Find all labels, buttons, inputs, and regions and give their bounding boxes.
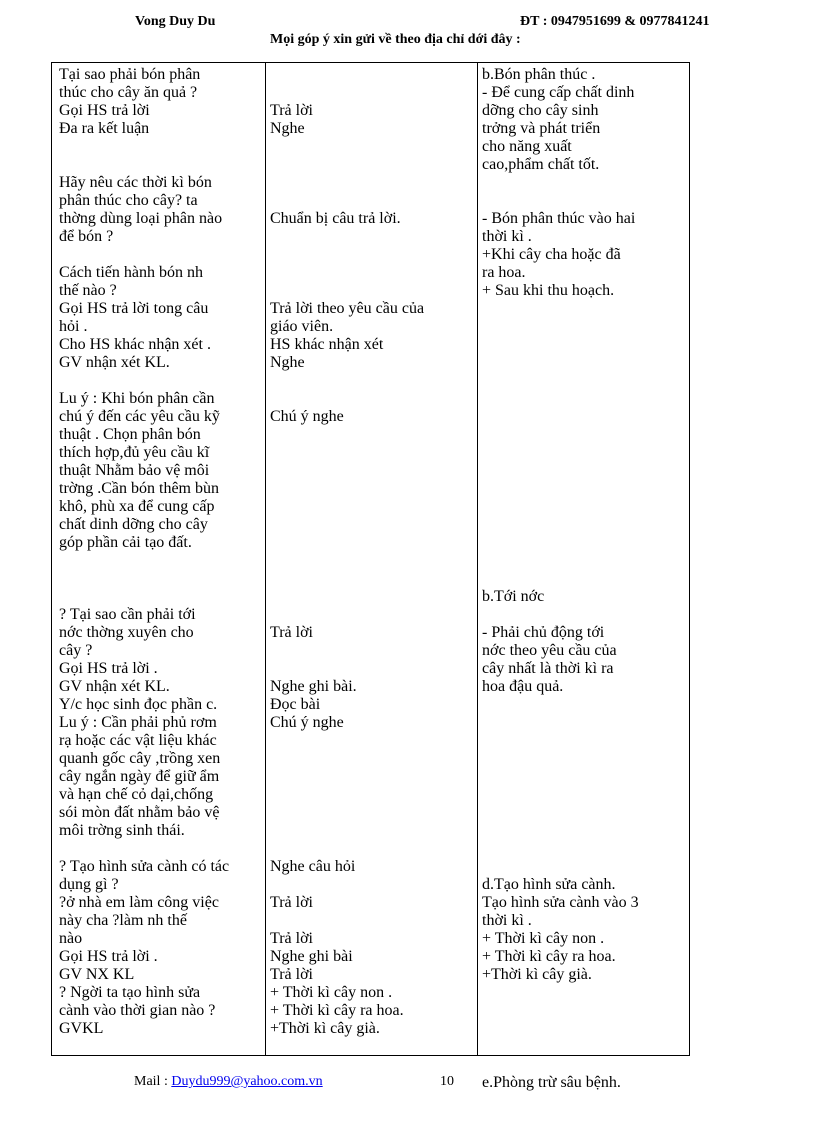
text-line: Y/c học sinh đọc phần c. (59, 696, 218, 713)
page-number: 10 (440, 1074, 454, 1089)
text-line (59, 156, 263, 174)
text-line (270, 876, 475, 894)
text-line (270, 768, 475, 786)
text-line: Lu ý : Cần phải phủ rơm (59, 714, 217, 731)
text-line (482, 1056, 689, 1074)
text-line: thời kì . (482, 228, 532, 245)
text-line (59, 372, 263, 390)
teacher-activity-column (59, 66, 263, 1038)
text-line: Nghe (270, 120, 305, 137)
text-line: phân thúc cho cây? ta (59, 192, 198, 209)
text-line: quanh gốc cây ,trồng xen (59, 750, 221, 767)
text-line: Trả lời theo yêu cầu của (270, 300, 425, 317)
text-line: HS khác nhận xét (270, 336, 384, 353)
text-line (482, 426, 689, 444)
text-line (270, 660, 475, 678)
text-line (270, 606, 475, 624)
text-line: Trả lời (270, 894, 313, 911)
text-line (482, 480, 689, 498)
text-line (270, 426, 475, 444)
text-line (482, 390, 689, 408)
text-line: trờng .Cần bón thêm bùn (59, 480, 219, 497)
text-line: + Sau khi thu hoạch. (482, 282, 615, 299)
text-line: ? Tại sao cần phải tới (59, 606, 196, 623)
text-line (482, 750, 689, 768)
text-line (270, 156, 475, 174)
text-line: nớc theo yêu cầu của (482, 642, 617, 659)
text-line (59, 588, 263, 606)
text-line: nớc thờng xuyên cho (59, 624, 194, 641)
text-line (270, 552, 475, 570)
text-line: cho năng xuất (482, 138, 572, 155)
text-line: Chú ý nghe (270, 408, 344, 425)
text-line (270, 246, 475, 264)
text-line: môi trờng sinh thái. (59, 822, 185, 839)
text-line: +Khi cây cha hoặc đã (482, 246, 621, 263)
text-line: giáo viên. (270, 318, 334, 335)
text-line: thuật Nhằm bảo vệ môi (59, 462, 210, 479)
text-line: cây ngắn ngày để giữ ẩm (59, 768, 220, 785)
text-line: Trả lời (270, 102, 313, 119)
text-line: thúc cho cây ăn quả ? (59, 84, 198, 101)
text-line: +Thời kì cây già. (270, 1020, 380, 1037)
text-line: Nghe ghi bài (270, 948, 353, 965)
text-line (482, 606, 689, 624)
text-line (270, 372, 475, 390)
text-line (270, 570, 475, 588)
text-line: Gọi HS trả lời (59, 102, 150, 119)
text-line (482, 318, 689, 336)
text-line (270, 228, 475, 246)
text-line: góp phần cải tạo đất. (59, 534, 192, 551)
text-line: +Thời kì cây già. (482, 966, 592, 983)
column-divider (477, 63, 478, 1055)
text-line (270, 462, 475, 480)
text-line (270, 282, 475, 300)
text-line: và hạn chế cỏ dại,chống (59, 786, 214, 803)
text-line (482, 462, 689, 480)
text-line: ra hoa. (482, 264, 526, 281)
text-line: hoa đậu quả. (482, 678, 564, 695)
text-line: chất dinh dỡng cho cây (59, 516, 208, 533)
text-line (270, 138, 475, 156)
text-line: - Phải chủ động tới (482, 624, 605, 641)
text-line (59, 138, 263, 156)
text-line (482, 858, 689, 876)
text-line (482, 444, 689, 462)
text-line (482, 804, 689, 822)
text-line: Lu ý : Khi bón phân cần (59, 390, 215, 407)
text-line: khô, phù xa để cung cấp (59, 498, 215, 515)
text-line (482, 408, 689, 426)
text-line: cao,phẩm chất tốt. (482, 156, 600, 173)
mail-label: Mail : (134, 1074, 172, 1089)
header-phone: ĐT : 0947951699 & 0977841241 (520, 14, 710, 29)
text-line (270, 822, 475, 840)
header-feedback-note: Mọi góp ý xin gửi về theo địa chỉ dới đây : (270, 32, 521, 47)
text-line (482, 1002, 689, 1020)
text-line: Trả lời (270, 966, 313, 983)
text-line (482, 786, 689, 804)
text-line (482, 336, 689, 354)
text-line (270, 444, 475, 462)
text-line (482, 192, 689, 210)
text-line (482, 498, 689, 516)
text-line (270, 498, 475, 516)
text-line: Trả lời (270, 624, 313, 641)
column-divider (265, 63, 266, 1055)
text-line (59, 552, 263, 570)
text-line: d.Tạo hình sửa cành. (482, 876, 616, 893)
text-line: cây ? (59, 642, 93, 659)
text-line: b.Bón phân thúc . (482, 66, 596, 83)
text-line: Gọi HS trả lời . (59, 948, 158, 965)
text-line (59, 840, 263, 858)
text-line (482, 534, 689, 552)
text-line: thuật . Chọn phân bón (59, 426, 201, 443)
text-line (59, 570, 263, 588)
text-line (270, 588, 475, 606)
text-line (270, 786, 475, 804)
text-line: GV nhận xét KL. (59, 678, 170, 695)
text-line: Chú ý nghe (270, 714, 344, 731)
text-line: ? Tạo hình sửa cành có tác (59, 858, 230, 875)
text-line (270, 66, 475, 84)
student-activity-column (270, 66, 475, 1038)
mail-link[interactable]: Duydu999@yahoo.com.vn (171, 1074, 323, 1089)
text-line: trởng và phát triển (482, 120, 601, 137)
text-line (482, 354, 689, 372)
text-line: Tại sao phải bón phân (59, 66, 201, 83)
text-line (482, 732, 689, 750)
text-line: Nghe ghi bài. (270, 678, 357, 695)
text-line (482, 840, 689, 858)
text-line (270, 642, 475, 660)
text-line: nào (59, 930, 83, 947)
header-author: Vong Duy Du (135, 14, 216, 29)
text-line (482, 1038, 689, 1056)
text-line (482, 714, 689, 732)
text-line: GV nhận xét KL. (59, 354, 170, 371)
text-line (59, 246, 263, 264)
text-line: + Thời kì cây ra hoa. (482, 948, 616, 965)
text-line: e.Phòng trừ sâu bệnh. (482, 1074, 621, 1091)
text-line: Đa ra kết luận (59, 120, 150, 137)
text-line (270, 534, 475, 552)
text-line (270, 732, 475, 750)
footer-mail (134, 1074, 323, 1090)
text-line (482, 570, 689, 588)
text-line: - Để cung cấp chất dinh (482, 84, 635, 101)
text-line: chú ý đến các yêu cầu kỹ (59, 408, 220, 425)
text-line (482, 768, 689, 786)
text-line (270, 750, 475, 768)
text-line: Đọc bài (270, 696, 321, 713)
text-line: Hãy nêu các thời kì bón (59, 174, 212, 191)
text-line: GVKL (59, 1020, 104, 1037)
text-line: dụng gì ? (59, 876, 119, 893)
text-line: GV NX KL (59, 966, 135, 983)
text-line (270, 84, 475, 102)
text-line: Gọi HS trả lời tong câu (59, 300, 209, 317)
text-line: ?ở nhà em làm công việc (59, 894, 219, 911)
text-line (270, 912, 475, 930)
text-line: cành vào thời gian nào ? (59, 1002, 216, 1019)
text-line (482, 984, 689, 1002)
text-line: Gọi HS trả lời . (59, 660, 158, 677)
text-line: cây nhất là thời kì ra (482, 660, 614, 677)
text-line (482, 696, 689, 714)
text-line: Cho HS khác nhận xét . (59, 336, 211, 353)
text-line: + Thời kì cây ra hoa. (270, 1002, 404, 1019)
text-line: Trả lời (270, 930, 313, 947)
text-line: - Bón phân thúc vào hai (482, 210, 636, 227)
text-line: Chuẩn bị câu trả lời. (270, 210, 401, 227)
text-line (270, 192, 475, 210)
text-line: thích hợp,đủ yêu cầu kĩ (59, 444, 210, 461)
text-line (270, 390, 475, 408)
text-line: để bón ? (59, 228, 114, 245)
text-line: b.Tới nớc (482, 588, 545, 605)
text-line (270, 264, 475, 282)
text-line (482, 372, 689, 390)
text-line (270, 516, 475, 534)
text-line (482, 822, 689, 840)
text-line (482, 1020, 689, 1038)
text-line: dỡng cho cây sinh (482, 102, 599, 119)
text-line: ? Ngời ta tạo hình sửa (59, 984, 201, 1001)
text-line (270, 480, 475, 498)
text-line (482, 174, 689, 192)
text-line (482, 516, 689, 534)
text-line: hỏi . (59, 318, 88, 335)
text-line (270, 174, 475, 192)
text-line: Nghe câu hỏi (270, 858, 356, 875)
text-line: sói mòn đất nhằm bảo vệ (59, 804, 220, 821)
text-line: thờng dùng loại phân nào (59, 210, 223, 227)
text-line (270, 840, 475, 858)
text-line (270, 804, 475, 822)
text-line: thời kì . (482, 912, 532, 929)
lesson-content-column (482, 66, 689, 1092)
text-line: Nghe (270, 354, 305, 371)
text-line: Tạo hình sửa cành vào 3 (482, 894, 639, 911)
text-line (482, 300, 689, 318)
text-line (482, 552, 689, 570)
text-line: Cách tiến hành bón nh (59, 264, 203, 281)
text-line: thế nào ? (59, 282, 117, 299)
text-line: + Thời kì cây non . (482, 930, 605, 947)
text-line: + Thời kì cây non . (270, 984, 393, 1001)
text-line: này cha ?làm nh thế (59, 912, 187, 929)
text-line: rạ hoặc các vật liệu khác (59, 732, 217, 749)
